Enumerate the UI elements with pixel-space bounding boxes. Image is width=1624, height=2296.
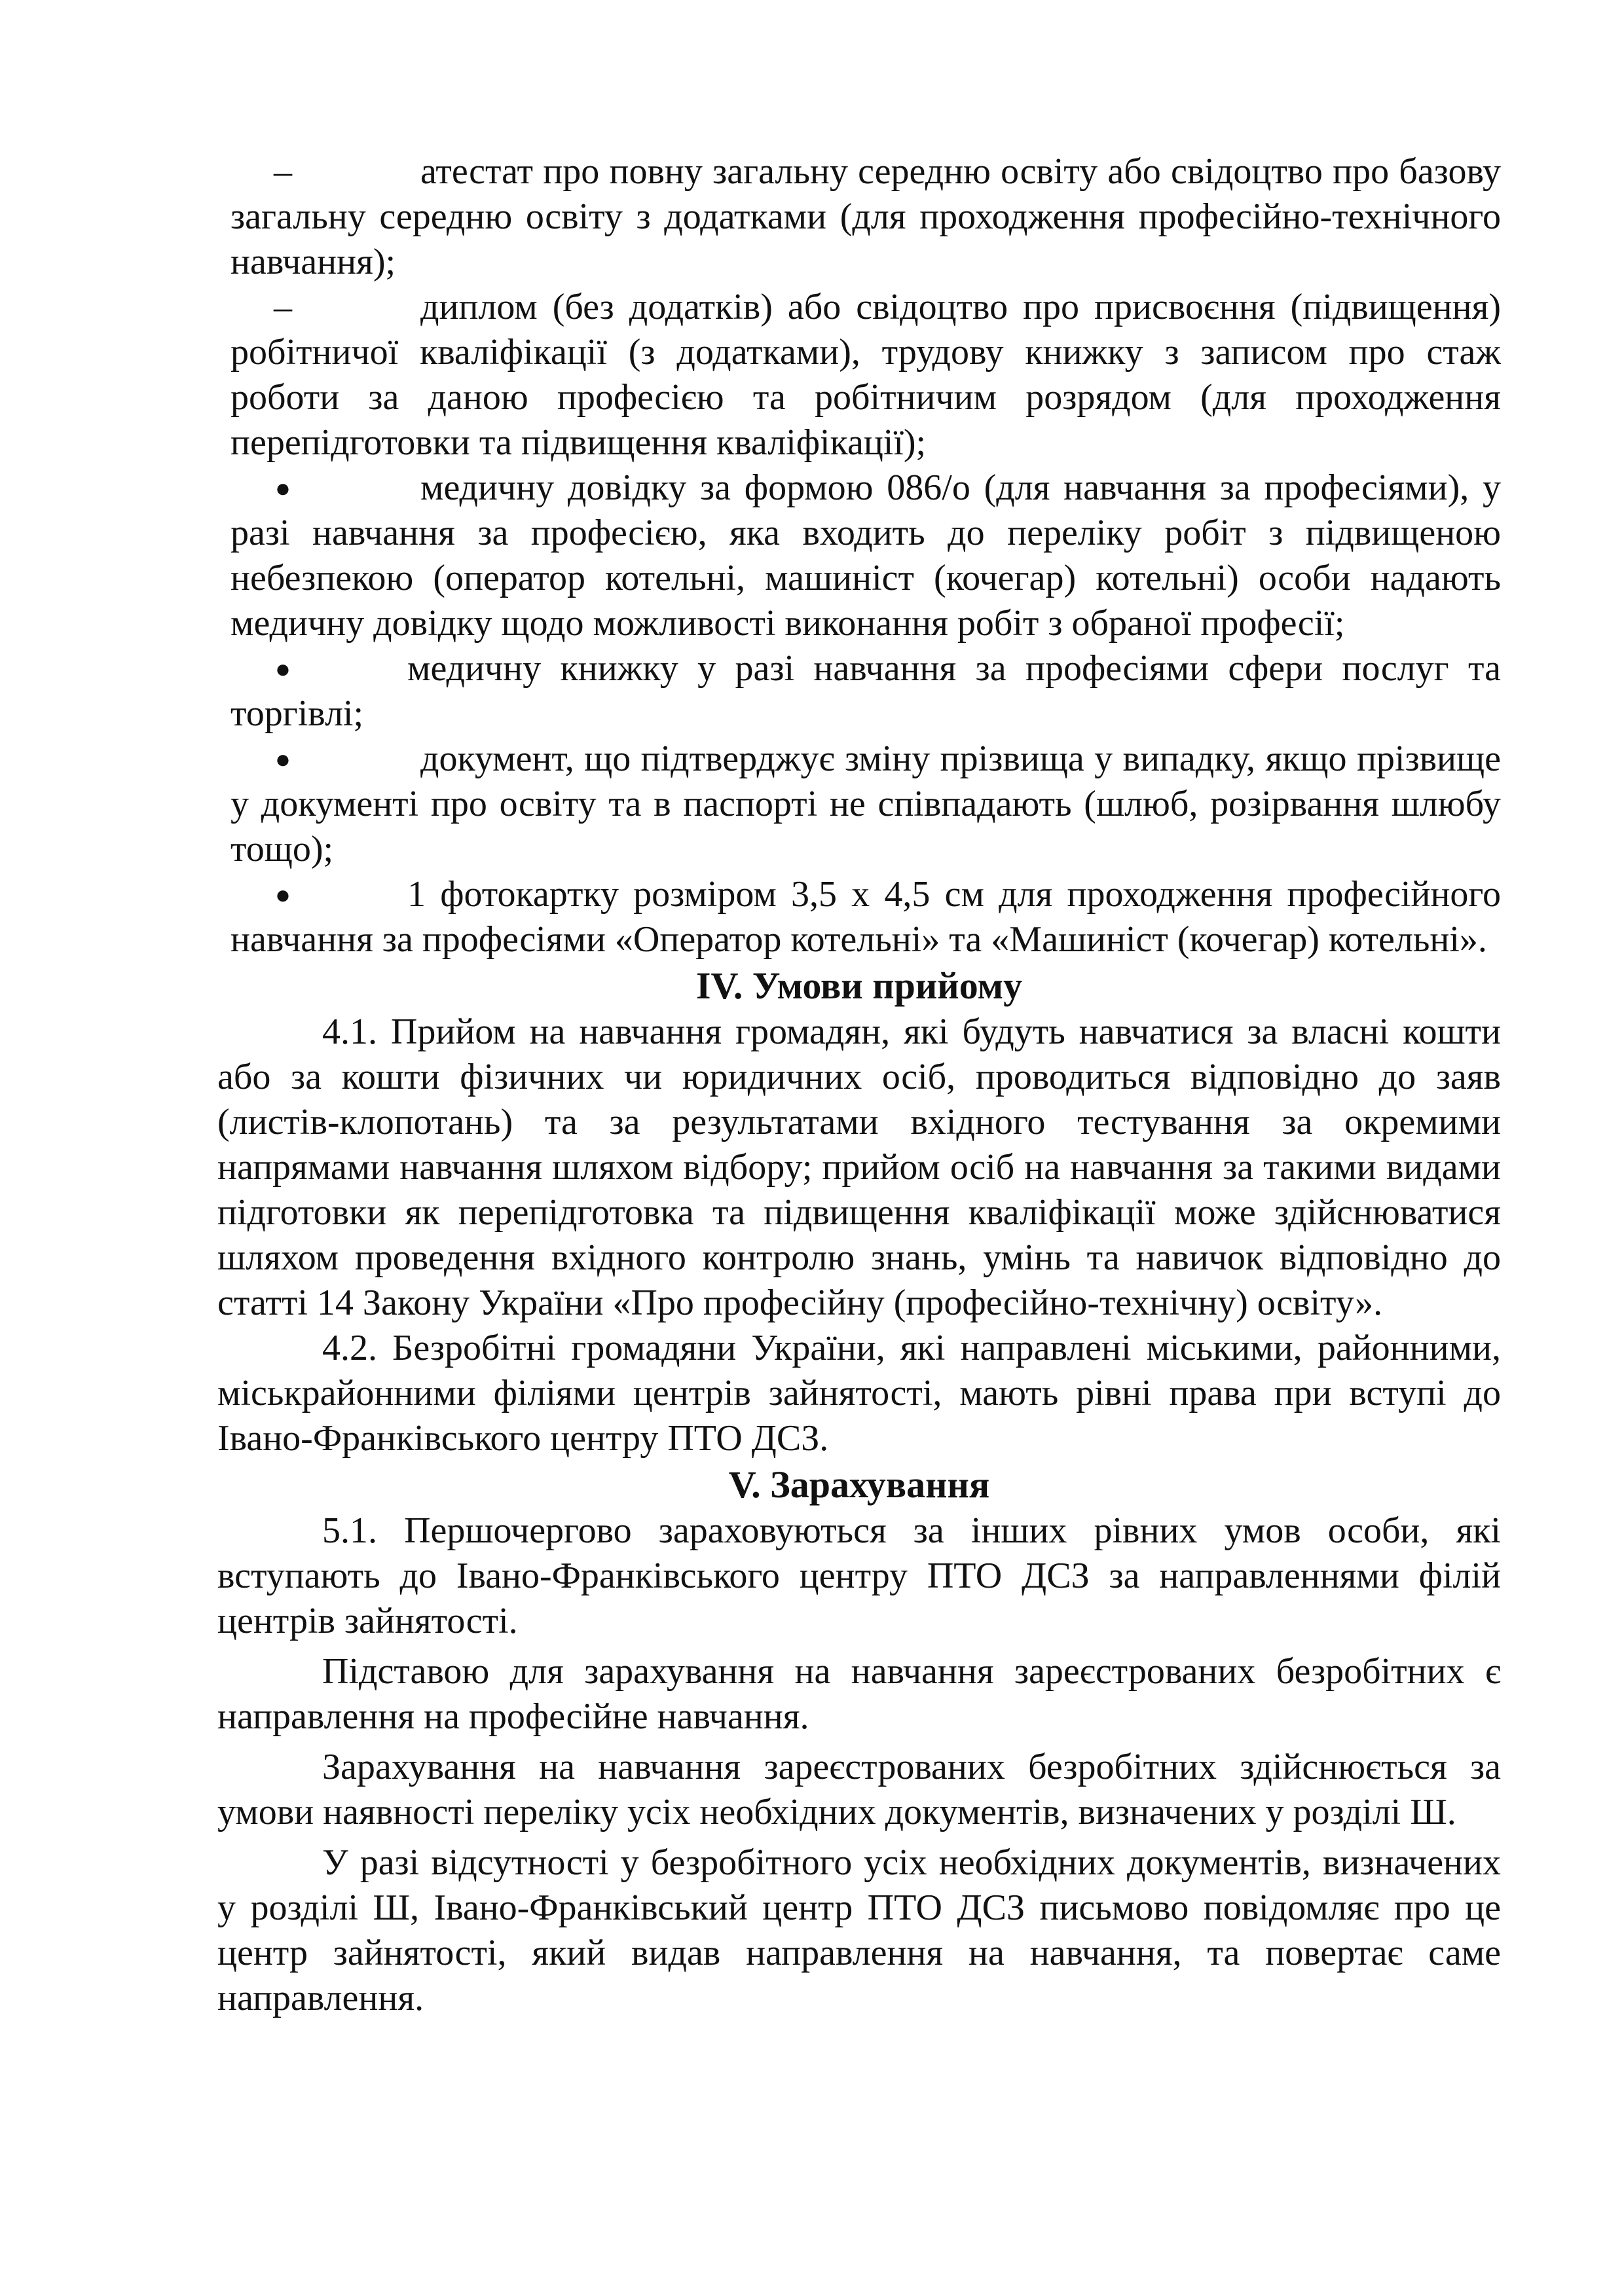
paragraph-5-1: 5.1. Першочергово зараховуються за інших рівних умов особи, які вступають до Івано-Франківського центру ПТО ДСЗ за направленнями філій центрів зайнятості. (217, 1510, 1501, 1641)
list-item-text: 1 фотокартку розміром 3,5 х 4,5 см для проходження професійного навчання за професіями «Оператор котельні» та «Машиніст (кочегар) котельні». (231, 874, 1501, 960)
bullet-icon: ● (274, 654, 291, 683)
list-item-text: диплом (без додатків) або свідоцтво про присвоєння (підвищення) робітничої кваліфікації (з додатками), трудову книжку з записом про стаж роботи за даною професією та робітничим розрядом (для проходження перепідготовки та підвищення кваліфікації); (231, 287, 1501, 463)
bullet-icon: ● (274, 473, 291, 503)
dash-marker: – (274, 151, 292, 192)
paragraph-missing-documents: У разі відсутності у безробітного усіх необхідних документів, визначених у розділі Ш, Івано-Франківський центр ПТО ДСЗ письмово повідомляє про це центр зайнятості, який видав направлення на навчання, та повертає саме направлення. (217, 1842, 1501, 2018)
list-item-text: документ, що підтверджує зміну прізвища у випадку, якщо прізвище у документі про освіту та в паспорті не співпадають (шлюб, розірвання шлюбу тощо); (231, 738, 1501, 869)
bullet-icon: ● (274, 744, 291, 774)
paragraph-enrollment-condition: Зарахування на навчання зареєстрованих безробітних здійснюється за умови наявності переліку усіх необхідних документів, визначених у розділі Ш. (217, 1747, 1501, 1832)
dash-marker: – (274, 287, 292, 327)
list-item-text: медичну книжку у разі навчання за професіями сфери послуг та торгівлі; (231, 648, 1501, 734)
section-heading-admission-conditions: IV. Умови прийому (695, 964, 1023, 1007)
list-item-diploma (211, 285, 1501, 465)
list-item-medical-certificate (211, 465, 1501, 646)
list-item-medical-book (211, 646, 1501, 737)
paragraph-basis: Підставою для зарахування на навчання зареєстрованих безробітних є направлення на професійне навчання. (217, 1651, 1501, 1737)
document-body (217, 149, 1501, 2021)
paragraph-4-2: 4.2. Безробітні громадяни України, які направлені міськими, районними, міськрайонними філіями центрів зайнятості, мають рівні права при вступі до Івано-Франківського центру ПТО ДСЗ. (217, 1328, 1501, 1459)
list-item-photo (211, 872, 1501, 962)
paragraph-4-1: 4.1. Прийом на навчання громадян, які будуть навчатися за власні кошти або за кошти фізичних чи юридичних осіб, проводиться відповідно до заяв (листів-клопотань) та за результатами вхідного тестування за окремими напрямами навчання шляхом відбору; прийом осіб на навчання за такими видами підготовки як перепідготовка та підвищення кваліфікації може здійснюватися шляхом проведення вхідного контролю знань, умінь та навичок відповідно до статті 14 Закону України «Про професійну (професійно-технічну) освіту». (217, 1011, 1501, 1323)
list-item-name-change-document (211, 737, 1501, 872)
list-item-text: медичну довідку за формою 086/о (для навчання за професіями), у разі навчання за професією, яка входить до переліку робіт з підвищеною небезпекою (оператор котельні, машиніст (кочегар) котельні) особи надають медичну довідку щодо можливості виконання робіт з обраної професії; (231, 467, 1501, 644)
section-heading-enrollment: V. Зарахування (728, 1463, 990, 1506)
bullet-icon: ● (274, 880, 291, 909)
list-item-text: атестат про повну загальну середню освіту або свідоцтво про базову загальну середню освіту з додатками (для проходження професійно-технічного навчання); (231, 151, 1501, 282)
list-item-certificate (211, 149, 1501, 285)
